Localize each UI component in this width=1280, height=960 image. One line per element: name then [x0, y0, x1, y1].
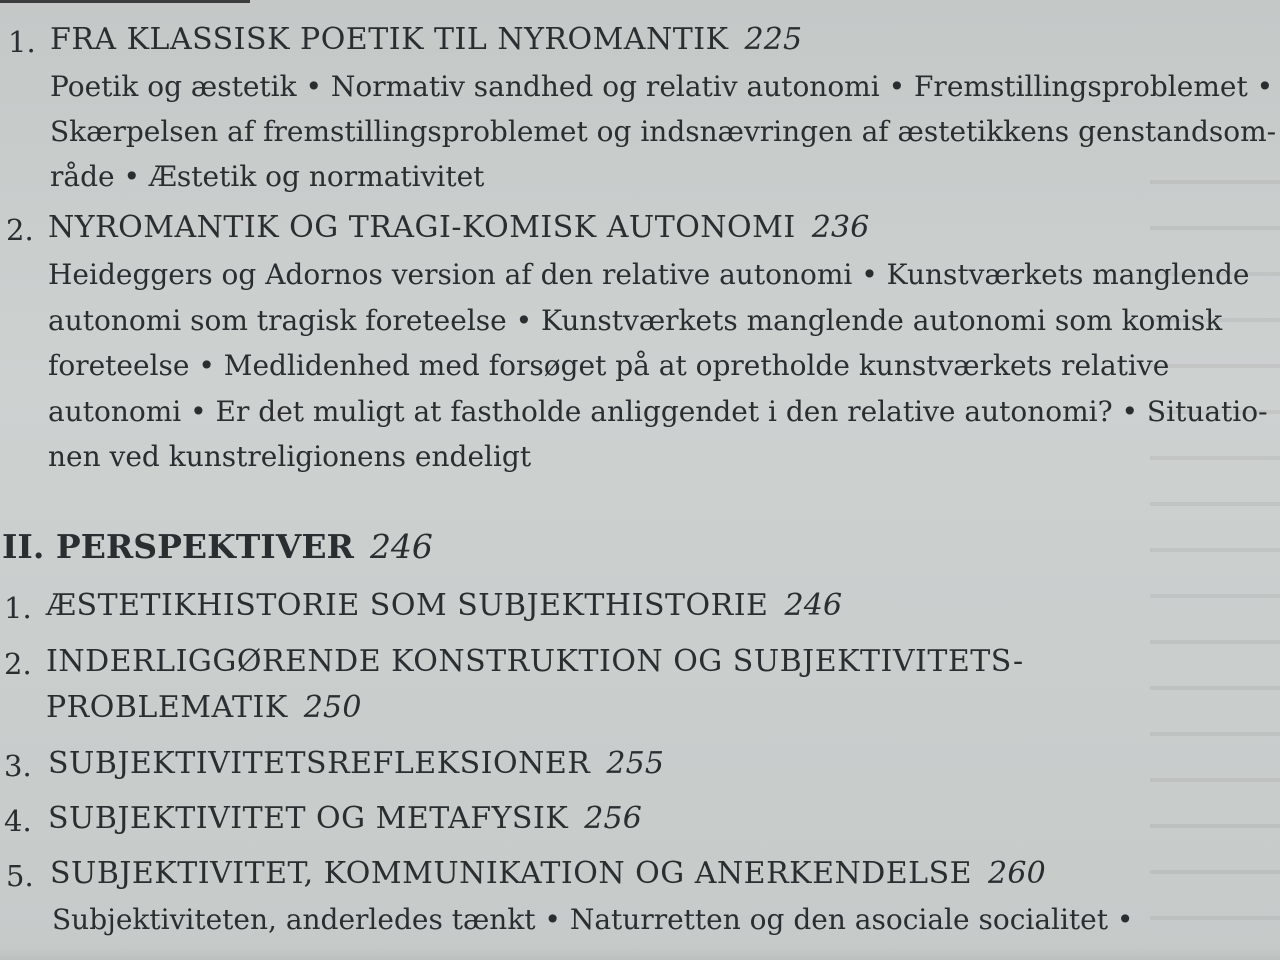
entry-1-page: 246	[784, 588, 843, 623]
section-2-line-3: foreteelse • Medlidenhed med forsøget på at opretholde kunstværkets relative	[48, 349, 1170, 382]
entry-1-title: ÆSTETIKHISTORIE SOM SUBJEKTHISTORIE	[46, 588, 769, 623]
entry-5-page: 260	[988, 856, 1046, 891]
part-2-page: 246	[369, 527, 433, 566]
entry-3-heading	[48, 746, 664, 782]
part-2-heading	[2, 528, 433, 566]
section-1-title: FRA KLASSISK POETIK TIL NYROMANTIK	[50, 22, 729, 57]
entry-5-heading	[50, 856, 1046, 892]
entry-5-number: 5.	[6, 859, 34, 893]
section-2-page: 236	[811, 210, 870, 245]
section-2-number: 2.	[6, 213, 34, 247]
section-1-line-3: råde • Æstetik og normativitet	[50, 160, 485, 193]
section-1-line-2: Skærpelsen af fremstillingsproblemet og indsnævringen af æstetikkens genstandsom-	[50, 115, 1277, 148]
entry-2-page: 250	[303, 690, 362, 725]
entry-3-title: SUBJEKTIVITETSREFLEKSIONER	[48, 746, 591, 781]
entry-2-title-line-1: INDERLIGGØRENDE KONSTRUKTION OG SUBJEKTIVITETS-	[46, 644, 1024, 679]
entry-5-line-1: Subjektiviteten, anderledes tænkt • Naturretten og den asociale socialitet •	[52, 903, 1134, 936]
section-1-heading	[50, 22, 802, 58]
section-2-line-5: nen ved kunstreligionens endeligt	[48, 440, 532, 473]
entry-1-number: 1.	[4, 591, 32, 625]
section-1-line-1: Poetik og æstetik • Normativ sandhed og relativ autonomi • Fremstillingsproblemet •	[50, 70, 1274, 103]
entry-3-number: 3.	[4, 749, 32, 783]
entry-4-page: 256	[584, 801, 643, 836]
entry-1-heading	[46, 588, 842, 624]
entry-2-heading-line-1	[46, 644, 1024, 680]
entry-4-title: SUBJEKTIVITET OG METAFYSIK	[48, 801, 569, 836]
entry-2-title-line-2: PROBLEMATIK	[46, 690, 288, 725]
entry-4-number: 4.	[4, 804, 32, 838]
section-2-heading	[48, 210, 870, 246]
section-2-line-2: autonomi som tragisk foreteelse • Kunstværkets manglende autonomi som komisk	[48, 304, 1223, 337]
entry-2-number: 2.	[4, 647, 32, 681]
section-1-number: 1.	[8, 25, 36, 59]
entry-2-heading-line-2	[46, 690, 362, 726]
section-1-page: 225	[744, 22, 803, 57]
page-bottom-shadow	[0, 946, 1280, 960]
entry-5-title: SUBJEKTIVITET, KOMMUNIKATION OG ANERKENDELSE	[50, 856, 973, 891]
part-2-title: PERSPEKTIVER	[55, 527, 354, 566]
entry-3-page: 255	[606, 746, 665, 781]
section-2-title: NYROMANTIK OG TRAGI-KOMISK AUTONOMI	[48, 210, 796, 245]
section-2-line-1: Heideggers og Adornos version af den relative autonomi • Kunstværkets manglende	[48, 258, 1250, 291]
entry-4-heading	[48, 801, 642, 837]
part-2-number: II.	[2, 527, 45, 566]
top-rule	[0, 0, 250, 3]
section-2-line-4: autonomi • Er det muligt at fastholde anliggendet i den relative autonomi? • Situatio-	[48, 395, 1268, 428]
